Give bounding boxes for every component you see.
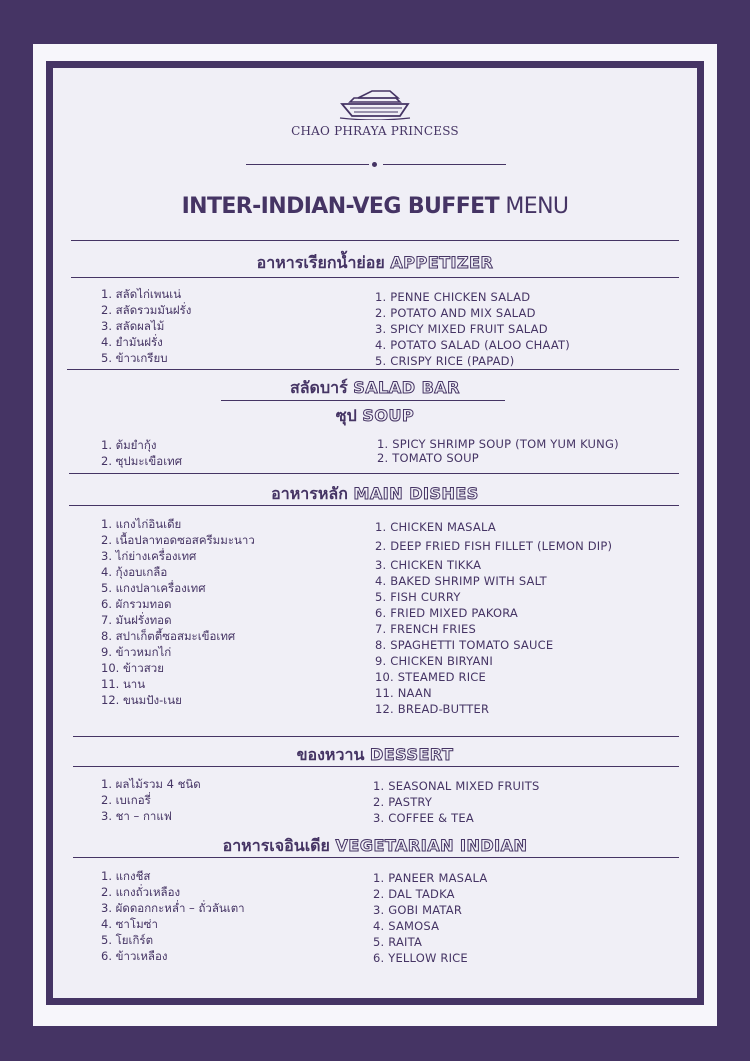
vegetarian-english-list: [373, 870, 487, 966]
main-english-list: [375, 519, 612, 717]
title-ornament: [53, 160, 697, 170]
list-item: 2. DEEP FRIED FISH FILLET (LEMON DIP): [375, 539, 613, 553]
list-item: 1. ผลไม้รวม 4 ชนิด: [101, 777, 201, 791]
list-item: 2. PASTRY: [373, 795, 433, 809]
list-item: 12. BREAD-BUTTER: [375, 702, 490, 716]
list-item: 6. FRIED MIXED PAKORA: [375, 606, 518, 620]
list-item: 6. ผักรวมทอด: [101, 597, 172, 611]
list-item: 9. ข้าวหมกไก่: [101, 645, 172, 659]
list-item: 5. RAITA: [373, 935, 423, 949]
list-item: 1. แกงไก่อินเดีย: [101, 517, 182, 531]
menu-title-bold: INTER-INDIAN-VEG BUFFET: [181, 194, 499, 219]
list-item: 2. แกงถั่วเหลือง: [101, 885, 181, 899]
list-item: 2. เนื้อปลาทอดซอสครีมมะนาว: [101, 533, 255, 547]
list-item: 1. PENNE CHICKEN SALAD: [375, 290, 531, 304]
list-item: 1. SPICY SHRIMP SOUP (TOM YUM KUNG): [377, 437, 619, 451]
list-item: 4. กุ้งอบเกลือ: [101, 565, 168, 579]
list-item: 1. ต้มยำกุ้ง: [101, 438, 157, 452]
list-item: 3. ผัดดอกกะหล่ำ – ถั่วลันเตา: [101, 901, 245, 915]
list-item: 2. เบเกอรี่: [101, 793, 151, 807]
vegetarian-thai-list: [101, 868, 245, 964]
list-item: 7. มันฝรั่งทอด: [101, 613, 172, 627]
list-item: 2. ซุปมะเขือเทศ: [101, 454, 182, 468]
brand-name: CHAO PHRAYA PRINCESS: [291, 124, 459, 138]
list-item: 5. ข้าวเกรียบ: [101, 351, 168, 365]
list-item: 3. GOBI MATAR: [373, 903, 463, 917]
list-item: 2. สลัดรวมมันฝรั่ง: [101, 303, 192, 317]
list-item: 3. ไก่ย่างเครื่องเทศ: [101, 549, 197, 563]
logo: [53, 88, 697, 138]
appetizer-thai-list: [101, 286, 191, 366]
list-item: 2. POTATO AND MIX SALAD: [375, 306, 536, 320]
list-item: 8. สปาเก็ตตี้ซอสมะเขือเทศ: [101, 629, 236, 643]
list-item: 1. สลัดไก่เพนเน่: [101, 287, 182, 301]
soup-english-list: [377, 437, 619, 465]
list-item: 6. YELLOW RICE: [373, 951, 468, 965]
dessert-thai-list: [101, 776, 201, 824]
list-item: 9. CHICKEN BIRYANI: [375, 654, 493, 668]
list-item: 10. ข้าวสวย: [101, 661, 164, 675]
list-item: 4. BAKED SHRIMP WITH SALT: [375, 574, 547, 588]
section-heading-vegetarian: อาหารเจอินเดีย VEGETARIAN INDIAN: [222, 836, 528, 855]
list-item: 3. COFFEE & TEA: [373, 811, 474, 825]
soup-thai-list: [101, 437, 182, 469]
boat-logo-icon: [338, 88, 412, 120]
section-heading-soup: ซุป SOUP: [335, 406, 415, 425]
section-heading-salad-bar: สลัดบาร์ SALAD BAR: [289, 378, 460, 397]
section-heading-appetizer: อาหารเรียกน้ำย่อย APPETIZER: [256, 253, 494, 272]
list-item: 11. NAAN: [375, 686, 432, 700]
list-item: 6. ข้าวเหลือง: [101, 949, 168, 963]
list-item: 1. PANEER MASALA: [373, 871, 488, 885]
section-heading-dessert: ของหวาน DESSERT: [296, 745, 454, 764]
list-item: 3. CHICKEN TIKKA: [375, 558, 482, 572]
list-item: 3. SPICY MIXED FRUIT SALAD: [375, 322, 548, 336]
list-item: 3. ชา – กาแฟ: [101, 809, 172, 823]
list-item: 12. ขนมปัง-เนย: [101, 693, 182, 707]
main-thai-list: [101, 516, 255, 708]
appetizer-english-list: [375, 289, 570, 369]
dessert-english-list: [373, 778, 539, 826]
list-item: 4. SAMOSA: [373, 919, 440, 933]
list-item: 1. แกงชีส: [101, 869, 151, 883]
menu-title: [53, 194, 697, 219]
list-item: 7. FRENCH FRIES: [375, 622, 476, 636]
list-item: 2. DAL TADKA: [373, 887, 455, 901]
list-item: 8. SPAGHETTI TOMATO SAUCE: [375, 638, 554, 652]
list-item: 10. STEAMED RICE: [375, 670, 486, 684]
list-item: 4. POTATO SALAD (ALOO CHAAT): [375, 338, 570, 352]
list-item: 5. CRISPY RICE (PAPAD): [375, 354, 515, 368]
list-item: 3. สลัดผลไม้: [101, 319, 165, 333]
section-heading-main-dishes: อาหารหลัก MAIN DISHES: [271, 484, 479, 503]
list-item: 5. แกงปลาเครื่องเทศ: [101, 581, 206, 595]
list-item: 5. FISH CURRY: [375, 590, 461, 604]
list-item: 11. นาน: [101, 677, 146, 691]
list-item: 1. SEASONAL MIXED FRUITS: [373, 779, 540, 793]
menu-sheet: [33, 44, 717, 1026]
list-item: 1. CHICKEN MASALA: [375, 520, 496, 534]
list-item: 5. โยเกิร์ต: [101, 933, 154, 947]
list-item: 4. ยำมันฝรั่ง: [101, 335, 163, 349]
list-item: 2. TOMATO SOUP: [377, 451, 479, 465]
list-item: 4. ซาโมซ่า: [101, 917, 158, 931]
menu-frame: [46, 61, 704, 1005]
menu-title-light: MENU: [505, 194, 569, 219]
